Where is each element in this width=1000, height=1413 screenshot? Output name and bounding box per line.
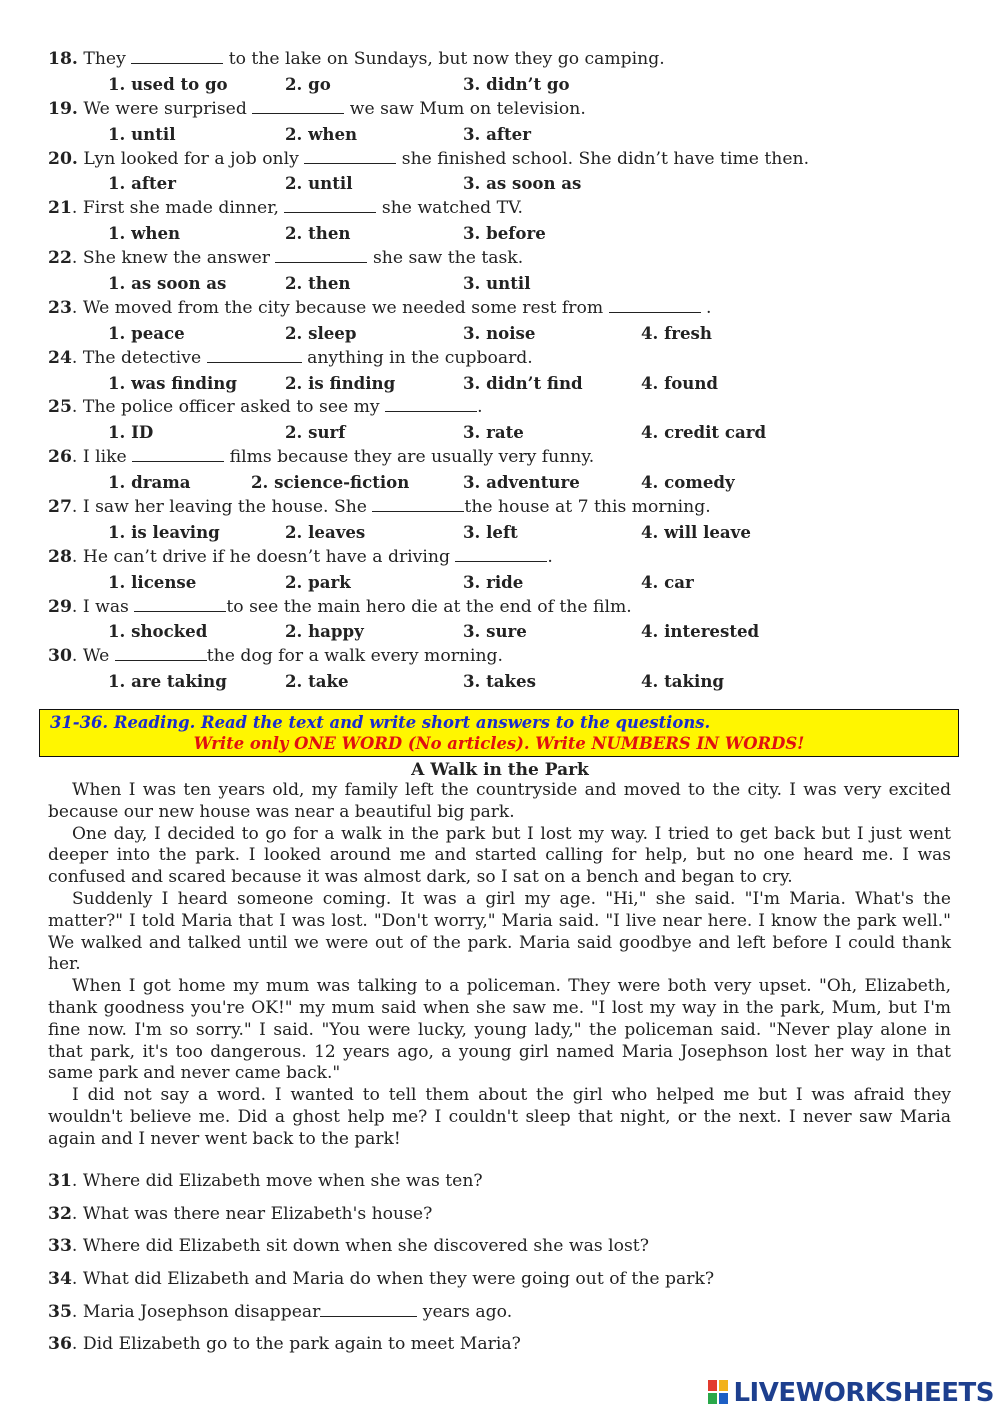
option[interactable]: 2. happy bbox=[285, 621, 364, 642]
liveworksheets-logo-icon bbox=[708, 1380, 730, 1406]
options-23 bbox=[48, 321, 968, 346]
liveworksheets-logo[interactable] bbox=[708, 1378, 994, 1408]
option[interactable]: 2. park bbox=[285, 571, 351, 592]
question-25: 25. The police officer asked to see my . bbox=[48, 397, 483, 418]
question-29: 29. I was to see the main hero die at the end of the film. bbox=[48, 596, 632, 617]
options-28 bbox=[48, 570, 968, 595]
option[interactable]: 1. drama bbox=[108, 472, 191, 493]
answer-blank-29[interactable] bbox=[134, 596, 226, 612]
question-30: 30. We the dog for a walk every morning. bbox=[48, 646, 504, 667]
option[interactable]: 1. shocked bbox=[108, 621, 208, 642]
option[interactable]: 2. until bbox=[285, 173, 353, 194]
story-paragraph: One day, I decided to go for a walk in the park but I lost my way. I tried to get back but I just went deeper into the park. I looked around me and started calling for help, but no one heard me. I was confused and scared because it was almost dark, so I sat on a bench and began to cry. bbox=[48, 823, 951, 888]
answer-blank-35[interactable] bbox=[320, 1301, 417, 1317]
option[interactable]: 1. after bbox=[108, 173, 176, 194]
option[interactable]: 1. is leaving bbox=[108, 521, 220, 542]
option[interactable]: 3. until bbox=[463, 273, 531, 294]
options-26 bbox=[48, 470, 968, 495]
story-paragraph: I did not say a word. I wanted to tell them about the girl who helped me but I was afraid they wouldn't believe me. Did a ghost help me? I couldn't sleep that night, or the next. I never saw Maria again and I never went back to the park! bbox=[48, 1085, 951, 1149]
option[interactable]: 2. is finding bbox=[285, 372, 396, 393]
story-paragraph: When I was ten years old, my family left the countryside and moved to the city. I was very excited because our new house was near a beautiful big park. bbox=[48, 780, 951, 822]
options-22 bbox=[48, 271, 968, 296]
question-19: 19. We were surprised we saw Mum on television. bbox=[48, 98, 586, 119]
reading-question-34: 34. What did Elizabeth and Maria do when they were going out of the park? bbox=[48, 1269, 715, 1289]
option[interactable]: 2. when bbox=[285, 123, 358, 144]
options-27 bbox=[48, 520, 968, 545]
option[interactable]: 2. surf bbox=[285, 422, 346, 443]
option[interactable]: 4. car bbox=[641, 571, 694, 592]
options-19 bbox=[48, 122, 968, 147]
option[interactable]: 3. takes bbox=[463, 671, 536, 692]
option[interactable]: 4. found bbox=[641, 372, 719, 393]
option[interactable]: 3. as soon as bbox=[463, 173, 582, 194]
reading-instruction-line-2: Write only ONE WORD (No articles). Write NUMBERS IN WORDS! bbox=[193, 734, 805, 753]
answer-blank-27[interactable] bbox=[372, 496, 464, 512]
options-20 bbox=[48, 171, 968, 196]
question-21: 21. First she made dinner, she watched TV. bbox=[48, 198, 523, 219]
answer-blank-23[interactable] bbox=[609, 297, 701, 313]
logo-text: LIVEWORKSHEETS bbox=[733, 1378, 994, 1408]
option[interactable]: 1. ID bbox=[108, 422, 154, 443]
options-18 bbox=[48, 72, 968, 97]
option[interactable]: 3. after bbox=[463, 123, 531, 144]
option[interactable]: 1. peace bbox=[108, 322, 185, 343]
option[interactable]: 2. sleep bbox=[285, 322, 357, 343]
question-26: 26. I like films because they are usually very funny. bbox=[48, 447, 595, 468]
reading-question-33: 33. Where did Elizabeth sit down when she discovered she was lost? bbox=[48, 1236, 649, 1256]
options-21 bbox=[48, 221, 968, 246]
options-30 bbox=[48, 669, 968, 694]
option[interactable]: 3. ride bbox=[463, 571, 524, 592]
story-paragraph: Suddenly I heard someone coming. It was a girl my age. "Hi," she said. "I'm Maria. What's the matter?" I told Maria that I was lost. "Don't worry," Maria said. "I live near here. I know the park well." We walked and talked until we were out of the park. Maria said goodbye and left before I could thank her. bbox=[48, 888, 951, 975]
question-20: 20. Lyn looked for a job only she finished school. She didn’t have time then. bbox=[48, 148, 810, 169]
option[interactable]: 4. taking bbox=[641, 671, 724, 692]
answer-blank-26[interactable] bbox=[132, 446, 224, 462]
reading-question-31: 31. Where did Elizabeth move when she was ten? bbox=[48, 1171, 483, 1191]
answer-blank-30[interactable] bbox=[115, 645, 207, 661]
option[interactable]: 2. go bbox=[285, 73, 331, 94]
option[interactable]: 1. was finding bbox=[108, 372, 237, 393]
story-paragraph: When I got home my mum was talking to a policeman. They were both very upset. "Oh, Elizabeth, thank goodness you're OK!" my mum said when she saw me. "I lost my way in the park, Mum, but I'm fine now. I'm so sorry." I said. "You were lucky, young lady," the policeman said. "Never play alone in that park, it's too dangerous. 12 years ago, a young girl named Maria Josephson lost her way in that same park and never came back." bbox=[48, 976, 951, 1084]
answer-blank-21[interactable] bbox=[284, 197, 376, 213]
answer-blank-28[interactable] bbox=[455, 546, 547, 562]
options-29 bbox=[48, 619, 968, 644]
option[interactable]: 2. leaves bbox=[285, 521, 366, 542]
option[interactable]: 3. didn’t go bbox=[463, 73, 570, 94]
question-24: 24. The detective anything in the cupboard. bbox=[48, 347, 533, 368]
option[interactable]: 1. license bbox=[108, 571, 197, 592]
answer-blank-20[interactable] bbox=[304, 148, 396, 164]
options-24 bbox=[48, 371, 968, 396]
reading-question-36: 36. Did Elizabeth go to the park again to meet Maria? bbox=[48, 1334, 521, 1354]
option[interactable]: 2. then bbox=[285, 223, 351, 244]
option[interactable]: 3. left bbox=[463, 521, 518, 542]
answer-blank-25[interactable] bbox=[385, 396, 477, 412]
option[interactable]: 2. then bbox=[285, 273, 351, 294]
question-28: 28. He can’t drive if he doesn’t have a driving . bbox=[48, 546, 553, 567]
reading-instructions-box bbox=[39, 709, 959, 757]
answer-blank-22[interactable] bbox=[275, 247, 367, 263]
option[interactable]: 1. are taking bbox=[108, 671, 227, 692]
question-22: 22. She knew the answer she saw the task. bbox=[48, 248, 524, 269]
multiple-choice-section bbox=[48, 47, 968, 694]
option[interactable]: 3. noise bbox=[463, 322, 536, 343]
reading-instruction-line-1: 31-36. Reading. Read the text and write short answers to the questions. bbox=[50, 713, 711, 732]
option[interactable]: 1. as soon as bbox=[108, 273, 227, 294]
option[interactable]: 3. didn’t find bbox=[463, 372, 583, 393]
option[interactable]: 3. sure bbox=[463, 621, 527, 642]
question-18: 18. They to the lake on Sundays, but now they go camping. bbox=[48, 49, 665, 69]
options-25 bbox=[48, 420, 968, 445]
option[interactable]: 4. fresh bbox=[641, 322, 712, 343]
option[interactable]: 1. until bbox=[108, 123, 176, 144]
question-27: 27. I saw her leaving the house. She the house at 7 this morning. bbox=[48, 497, 711, 518]
answer-blank-24[interactable] bbox=[207, 347, 302, 363]
option[interactable]: 3. adventure bbox=[463, 472, 580, 493]
reading-question-32: 32. What was there near Elizabeth's house? bbox=[48, 1204, 433, 1224]
answer-blank-19[interactable] bbox=[252, 98, 344, 114]
reading-question-35: 35. Maria Josephson disappear years ago. bbox=[48, 1302, 513, 1322]
option[interactable]: 4. comedy bbox=[641, 472, 735, 493]
answer-blank-18[interactable] bbox=[131, 48, 223, 64]
option[interactable]: 4. will leave bbox=[641, 521, 751, 542]
story-title: A Walk in the Park bbox=[411, 760, 589, 780]
option[interactable]: 3. before bbox=[463, 223, 546, 244]
option[interactable]: 3. rate bbox=[463, 422, 524, 443]
question-23: 23. We moved from the city because we needed some rest from . bbox=[48, 297, 712, 318]
story-text bbox=[48, 780, 951, 1151]
option[interactable]: 1. when bbox=[108, 223, 181, 244]
option[interactable]: 1. used to go bbox=[108, 73, 228, 94]
option[interactable]: 2. science-fiction bbox=[251, 472, 410, 493]
option[interactable]: 2. take bbox=[285, 671, 349, 692]
option[interactable]: 4. interested bbox=[641, 621, 760, 642]
option[interactable]: 4. credit card bbox=[641, 422, 767, 443]
